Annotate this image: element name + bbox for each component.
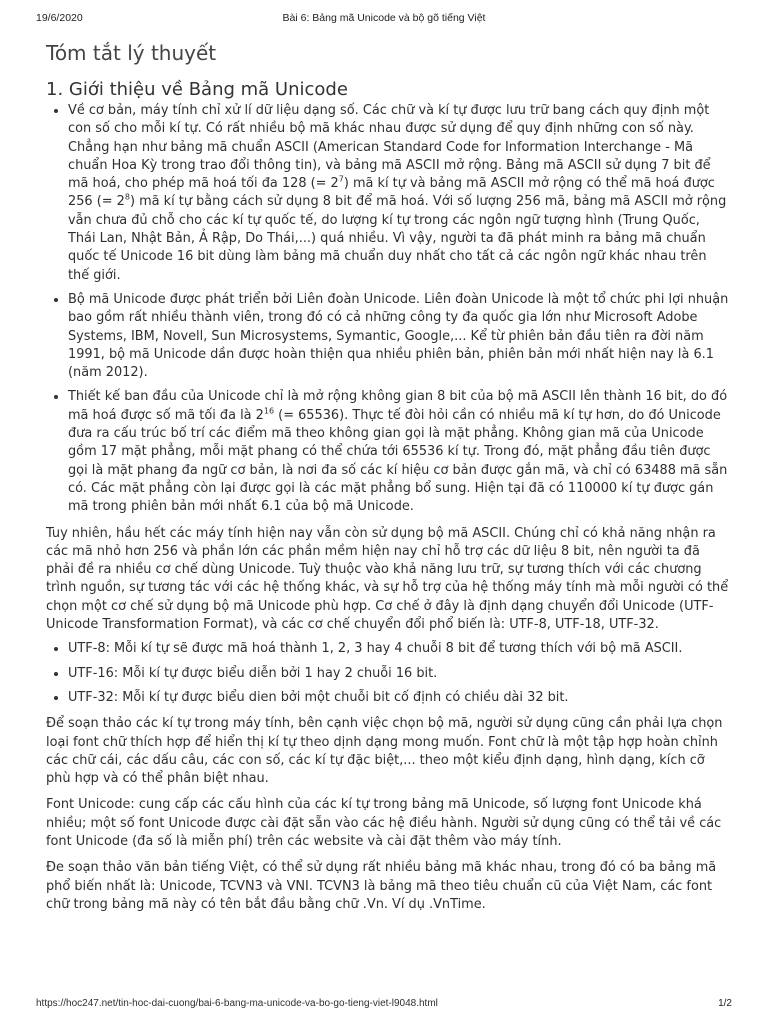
intro-bullet-list — [46, 102, 730, 517]
page-number: 1/2 — [718, 998, 732, 1009]
utf-list — [46, 640, 730, 707]
utf-list-item-utf8: • UTF-8: Mỗi kí tự sẽ được mã hoá thành 1, 2, 3 hay 4 chuỗi 8 bit để tương thích với bộ mã ASCII. — [68, 640, 730, 658]
paragraph-fonts: Để soạn thảo các kí tự trong máy tính, bên cạnh việc chọn bộ mã, người sử dụng cũng cần phải lựa chọn loại font chữ thích hợp để hiển thị kí tự theo dịnh dạng mong muốn. Font chữ là một tập hợp hoàn chỉnh các chữ cái, các dấu câu, các con số, các kí tự đặc biệt,... theo một kiểu định dạng, hình dạng, kích cỡ phù hợp và có thể phân biệt nhau. — [46, 716, 723, 787]
paragraph-utf-intro: Tuy nhiên, hầu hết các máy tính hiện nay vẫn còn sử dụng bộ mã ASCII. Chúng chỉ có khả năng nhận ra các mã nhỏ hơn 256 và phần lớn các phần mềm hiện nay chỉ hỗ trợ các dữ liệu 8 bit, nên người ta đã phải đề ra nhiều cơ chế dùng Unicode. Tuỳ thuộc vào khả năng lưu trữ, sự tương thích với các chương trình nguồn, sự tương tác với các hệ thống khác, và sự hỗ trợ của hệ thống máy tính mà mỗi người có thể chọn một cơ chế sử dụng bộ mã Unicode phù hợp. Cơ chế ở đây là định dạng chuyển đổi Unicode (UTF-Unicode Transformation Format), và các cơ chế chuyển đổi phổ biến là: UTF-8, UTF-18, UTF-32. — [46, 525, 729, 633]
summary-title: Tóm tắt lý thuyết — [46, 41, 217, 65]
print-date: 19/6/2020 — [36, 12, 83, 24]
paragraph-vietnamese-encodings: Đe soạn thảo văn bản tiếng Việt, có thể sử dụng rất nhiều bảng mã khác nhau, trong đó có ba bảng mã phổ biến nhất là: Unicode, TCVN3 và VNI. TCVN3 là bảng mã theo tiêu chuẩn cũ của Việt Nam, các font chữ trong bảng mã này có tên bắt đầu bằng chữ .Vn. Ví dụ .VnTime. — [46, 860, 717, 912]
utf-list-item-utf16: • UTF-16: Mỗi kí tự được biểu diễn bởi 1 hay 2 chuỗi 16 bit. — [68, 665, 730, 683]
utf-list-item-utf32: • UTF-32: Mỗi kí tự được biểu dien bởi một chuỗi bit cố định có chiều dài 32 bit. — [68, 689, 730, 707]
bullet-ascii: • Về cơ bản, máy tính chỉ xử lí dữ liệu dạng số. Các chữ và kí tự được lưu trữ bang cách quy định một con số cho mỗi kí tự. Có rất nhiều bộ mã khác nhau được sử dụng để quy định những con số này. Chẳng hạn như bảng mã chuẩn ASCII (American Standard Code for Information Interchange - Mã chuẩn Hoa Kỳ trong trao đổi thông tin), và bảng mã ASCII mở rộng. Bảng mã ASCII sử dụng 7 bit để mã hoá, cho phép mã hoá tối đa 128 (= $2^7$) mã kí tự và bảng mã ASCII mở rộng có thể mã hoá được 256 (= $2^8$) mã kí tự bằng cách sử dụng 8 bit để mã hoá. Với số lượng 256 mã, bảng mã ASCII mở rộng vẫn chưa đủ chỗ cho các kí tự quốc tế, do lượng kí tự trong các ngôn ngữ tượng hình (Trung Quốc, Thái Lan, Nhật Bản, Ả Rập, Do Thái,...) quá nhiều. Vì vậy, người ta đã phát minh ra bảng mã chuẩn quốc tế Unicode 16 bit dùng làm bảng mã chuẩn duy nhất cho tất cả các ngôn ngữ khác nhau trên thế giới. — [68, 102, 730, 285]
print-page-title: Bài 6: Bảng mã Unicode và bộ gõ tiếng Việt — [282, 12, 486, 24]
bullet-unicode-consortium: • Bộ mã Unicode được phát triển bởi Liên đoàn Unicode. Liên đoàn Unicode là một tổ chức phi lợi nhuận bao gồm rất nhiều thành viên, trong đó có cả những công ty đa quốc gia lớn như Microsoft Adobe Systems, IBM, Novell, Sun Microsystems, Symantic, Google,... Kể từ phiên bản đầu tiên ra đời năm 1991, bộ mã Unicode dần được hoàn thiện qua nhiều phiên bản, phiên bản mới nhất hiện nay là 6.1 (năm 2012). — [68, 291, 730, 382]
section-title-unicode: 1. Giới thiệu về Bảng mã Unicode — [46, 79, 348, 100]
document-content — [46, 40, 730, 920]
bullet-unicode-design: • Thiết kế ban đầu của Unicode chỉ là mở rộng không gian 8 bit của bộ mã ASCII lên thành 16 bit, do đó mã hoá được số mã tối đa là $2^{16}$ (= 65536). Thực tế đòi hỏi cần có nhiều mã kí tự hơn, do đó Unicode đưa ra cấu trúc bố trí các điểm mã theo không gian gọi là mặt phẳng. Không gian mã của Unicode gồm 17 mặt phẳng, mỗi mặt phang có thể chứa tới 65536 kí tự. Trong đó, mặt phẳng đầu tiên được gọi là mặt phang đa ngữ cơ bản, là nơi đa số các kí hiệu cơ bản được gắn mã, và chỉ có 63488 mã sẵn có. Các mặt phẳng còn lại được gọi là các mặt phẳng bổ sung. Hiện tại đã có 110000 kí tự được gán mã trong phiên bản mới nhất 6.1 của bộ mã Unicode. — [68, 388, 730, 516]
source-url-link[interactable]: https://hoc247.net/tin-hoc-dai-cuong/bai-6-bang-ma-unicode-va-bo-go-tieng-viet-l9048.html — [36, 998, 438, 1009]
paragraph-font-unicode: Font Unicode: cung cấp các cấu hình của các kí tự trong bảng mã Unicode, số lượng font Unicode khá nhiều; một số font Unicode được cài đặt sẵn vào các hệ điều hành. Người sử dụng cũng có thể tải về các font Unicode (đa số là miễn phí) trên các website và cài đặt thêm vào máy tính. — [46, 797, 722, 849]
